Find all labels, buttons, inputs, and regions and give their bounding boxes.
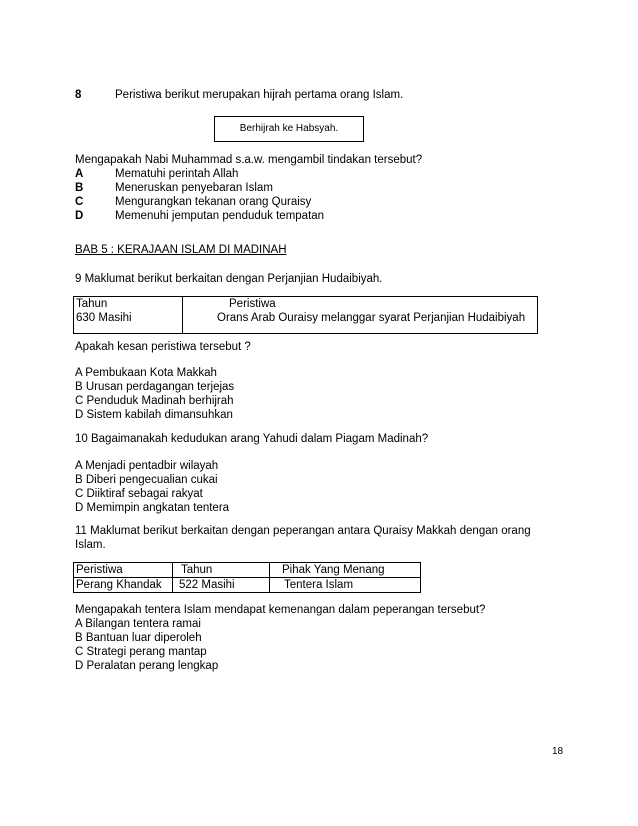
q10-option-b: B Diberi pengecualian cukai	[75, 474, 218, 486]
q9-option-d: D Sistem kabilah dimansuhkan	[75, 409, 233, 421]
q11-cell-winner: Tentera Islam	[270, 578, 421, 593]
q9-option-a: A Pembukaan Kota Makkah	[75, 367, 217, 379]
q9-header-event: Peristiwa	[229, 298, 276, 310]
q8-option-c-letter: C	[75, 196, 84, 208]
q11-option-b: B Bantuan luar diperoleh	[75, 632, 202, 644]
q9-cell-year: 630 Masihi	[74, 311, 183, 334]
q10-option-c: C Diiktiraf sebagai rakyat	[75, 488, 203, 500]
q9-question: Apakah kesan peristiwa tersebut ?	[75, 341, 251, 353]
q11-option-d: D Peralatan perang lengkap	[75, 660, 219, 672]
q9-header-year: Tahun	[74, 297, 183, 312]
q11-cell-year: 522 Masihi	[173, 578, 270, 593]
q8-box-text: Berhijrah ke Habsyah.	[239, 123, 339, 134]
q8-info-box	[214, 116, 364, 142]
q11-stem-line1: 11 Maklumat berikut berkaitan dengan peperangan antara Quraisy Makkah dengan orang	[75, 525, 531, 537]
q8-question: Mengapakah Nabi Muhammad s.a.w. mengambil tindakan tersebut?	[75, 154, 423, 166]
q11-header-winner: Pihak Yang Menang	[270, 563, 421, 578]
chapter-heading: BAB 5 : KERAJAAN ISLAM DI MADINAH	[75, 244, 287, 256]
q10-stem: 10 Bagaimanakah kedudukan arang Yahudi dalam Piagam Madinah?	[75, 433, 429, 445]
page-number: 18	[552, 746, 564, 757]
q11-option-a: A Bilangan tentera ramai	[75, 618, 201, 630]
q9-stem: 9 Maklumat berikut berkaitan dengan Perjanjian Hudaibiyah.	[75, 273, 383, 285]
q8-option-d-text: Memenuhi jemputan penduduk tempatan	[115, 210, 325, 222]
q9-table	[73, 296, 538, 334]
q8-number: 8	[75, 89, 82, 101]
q8-option-a-letter: A	[75, 168, 84, 180]
q10-option-d: D Memimpin angkatan tentera	[75, 502, 230, 514]
q9-cell-event: Orans Arab Ouraisy melanggar syarat Perjanjian Hudaibiyah	[183, 311, 538, 334]
q8-option-c-text: Mengurangkan tekanan orang Quraisy	[115, 196, 312, 208]
q11-question: Mengapakah tentera Islam mendapat kemenangan dalam peperangan tersebut?	[75, 604, 486, 616]
table-row	[74, 563, 421, 578]
q8-option-b-letter: B	[75, 182, 84, 194]
q11-header-year: Tahun	[173, 563, 270, 578]
q8-stem: Peristiwa berikut merupakan hijrah pertama orang Islam.	[115, 89, 404, 101]
q11-table	[73, 562, 421, 593]
q11-stem-line2: Islam.	[75, 539, 106, 551]
table-row	[74, 578, 421, 593]
q10-option-a: A Menjadi pentadbir wilayah	[75, 460, 219, 472]
q11-option-c: C Strategi perang mantap	[75, 646, 207, 658]
q8-option-a-text: Mematuhi perintah Allah	[115, 168, 239, 180]
q9-option-b: B Urusan perdagangan terjejas	[75, 381, 235, 393]
table-row	[74, 311, 538, 334]
q11-cell-event: Perang Khandak	[74, 578, 173, 593]
q8-option-b-text: Meneruskan penyebaran Islam	[115, 182, 273, 194]
table-row	[74, 297, 538, 312]
q8-option-d-letter: D	[75, 210, 84, 222]
q11-header-event: Peristiwa	[74, 563, 173, 578]
q9-option-c: C Penduduk Madinah berhijrah	[75, 395, 234, 407]
